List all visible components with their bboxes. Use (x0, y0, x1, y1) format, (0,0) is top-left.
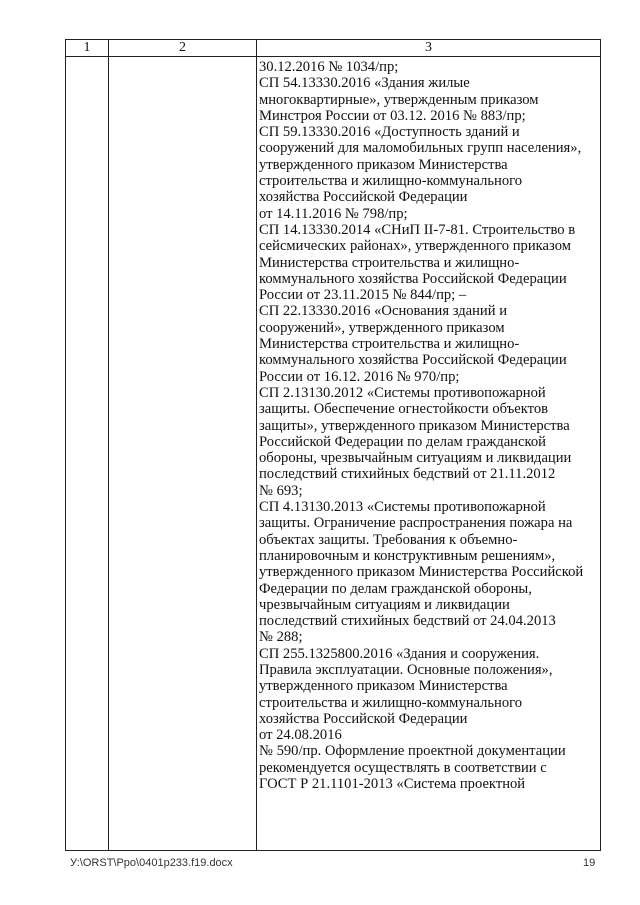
column-1-cell (66, 57, 109, 851)
text-line: строительства и жилищно-коммунального (259, 694, 523, 711)
text-line: Федерации по делам гражданской обороны, (259, 580, 532, 597)
text-line: рекомендуется осуществлять в соответствии с (259, 759, 547, 776)
text-line: защиты. Обеспечение огнестойкости объектов (259, 401, 549, 418)
text-line: коммунального хозяйства Российской Федерации (259, 352, 567, 369)
text-line: коммунального хозяйства Российской Федерации (259, 270, 567, 287)
text-line: защиты», утвержденного приказом Министерства (259, 417, 570, 434)
footer-file-path: У:\ORST\Ppo\0401p233.f19.docx (70, 857, 233, 869)
text-line: утвержденного приказом Министерства (259, 156, 508, 173)
text-line: СП 2.13130.2012 «Системы противопожарной (259, 384, 546, 401)
text-line: многоквартирные», утвержденным приказом (259, 91, 539, 108)
column-header-2: 2 (109, 40, 257, 57)
text-line: последствий стихийных бедствий от 24.04.2013 (259, 613, 556, 630)
text-line: СП 59.13330.2016 «Доступность зданий и (259, 124, 520, 141)
text-line: СП 22.13330.2016 «Основания зданий и (259, 303, 508, 320)
text-line: СП 255.1325800.2016 «Здания и сооружения. (259, 645, 540, 662)
text-line: сооружений», утвержденного приказом (259, 319, 505, 336)
table-row (66, 57, 601, 851)
text-line: СП 4.13130.2013 «Системы противопожарной (259, 499, 546, 516)
column-header-1: 1 (66, 40, 109, 57)
text-line: СП 14.13330.2014 «СНиП II-7-81. Строительство в (259, 221, 576, 238)
column-3-cell (257, 57, 601, 851)
text-line: № 693; (259, 482, 303, 499)
text-line: сейсмических районах», утвержденного приказом (259, 238, 571, 255)
text-line: строительства и жилищно-коммунального (259, 173, 523, 190)
text-line: № 288; (259, 629, 303, 646)
text-line: планировочным и конструктивным решениям», (259, 547, 556, 564)
text-line: от 24.08.2016 (259, 727, 342, 744)
text-line: утвержденного приказом Министерства (259, 678, 508, 695)
text-line: от 14.11.2016 № 798/пр; (259, 205, 408, 222)
text-line: Минстроя России от 03.12. 2016 № 883/пр; (259, 107, 526, 124)
text-line: Правила эксплуатации. Основные положения», (259, 661, 553, 678)
text-line: ГОСТ Р 21.1101-2013 «Система проектной (259, 776, 526, 793)
text-line: Министерства строительства и жилищно- (259, 254, 520, 271)
document-table (65, 39, 601, 851)
text-line: хозяйства Российской Федерации (259, 189, 468, 206)
text-line: защиты. Ограничение распространения пожара на (259, 515, 573, 532)
text-line: России от 16.12. 2016 № 970/пр; (259, 368, 460, 385)
column-2-cell (109, 57, 257, 851)
text-line: чрезвычайным ситуациям и ликвидации (259, 596, 510, 613)
text-line: утвержденного приказом Министерства Российской (259, 564, 584, 581)
text-line: России от 23.11.2015 № 844/пр; – (259, 287, 467, 304)
text-line: Российской Федерации по делам гражданской (259, 433, 546, 450)
text-line: № 590/пр. Оформление проектной документации (259, 743, 566, 760)
text-line: сооружений для маломобильных групп населения», (259, 140, 582, 157)
text-line: 30.12.2016 № 1034/пр; (259, 59, 399, 75)
text-line: последствий стихийных бедствий от 21.11.2012 (259, 466, 556, 483)
text-line: хозяйства Российской Федерации (259, 710, 468, 727)
page-number: 19 (583, 857, 596, 869)
column-3-text (257, 57, 600, 792)
table-header-row (66, 40, 601, 57)
text-line: СП 54.13330.2016 «Здания жилые (259, 75, 470, 92)
text-line: Министерства строительства и жилищно- (259, 336, 520, 353)
text-line: обороны, чрезвычайным ситуациям и ликвидации (259, 450, 572, 467)
column-header-3: 3 (257, 40, 601, 57)
text-line: объектах защиты. Требования к объемно- (259, 531, 518, 548)
